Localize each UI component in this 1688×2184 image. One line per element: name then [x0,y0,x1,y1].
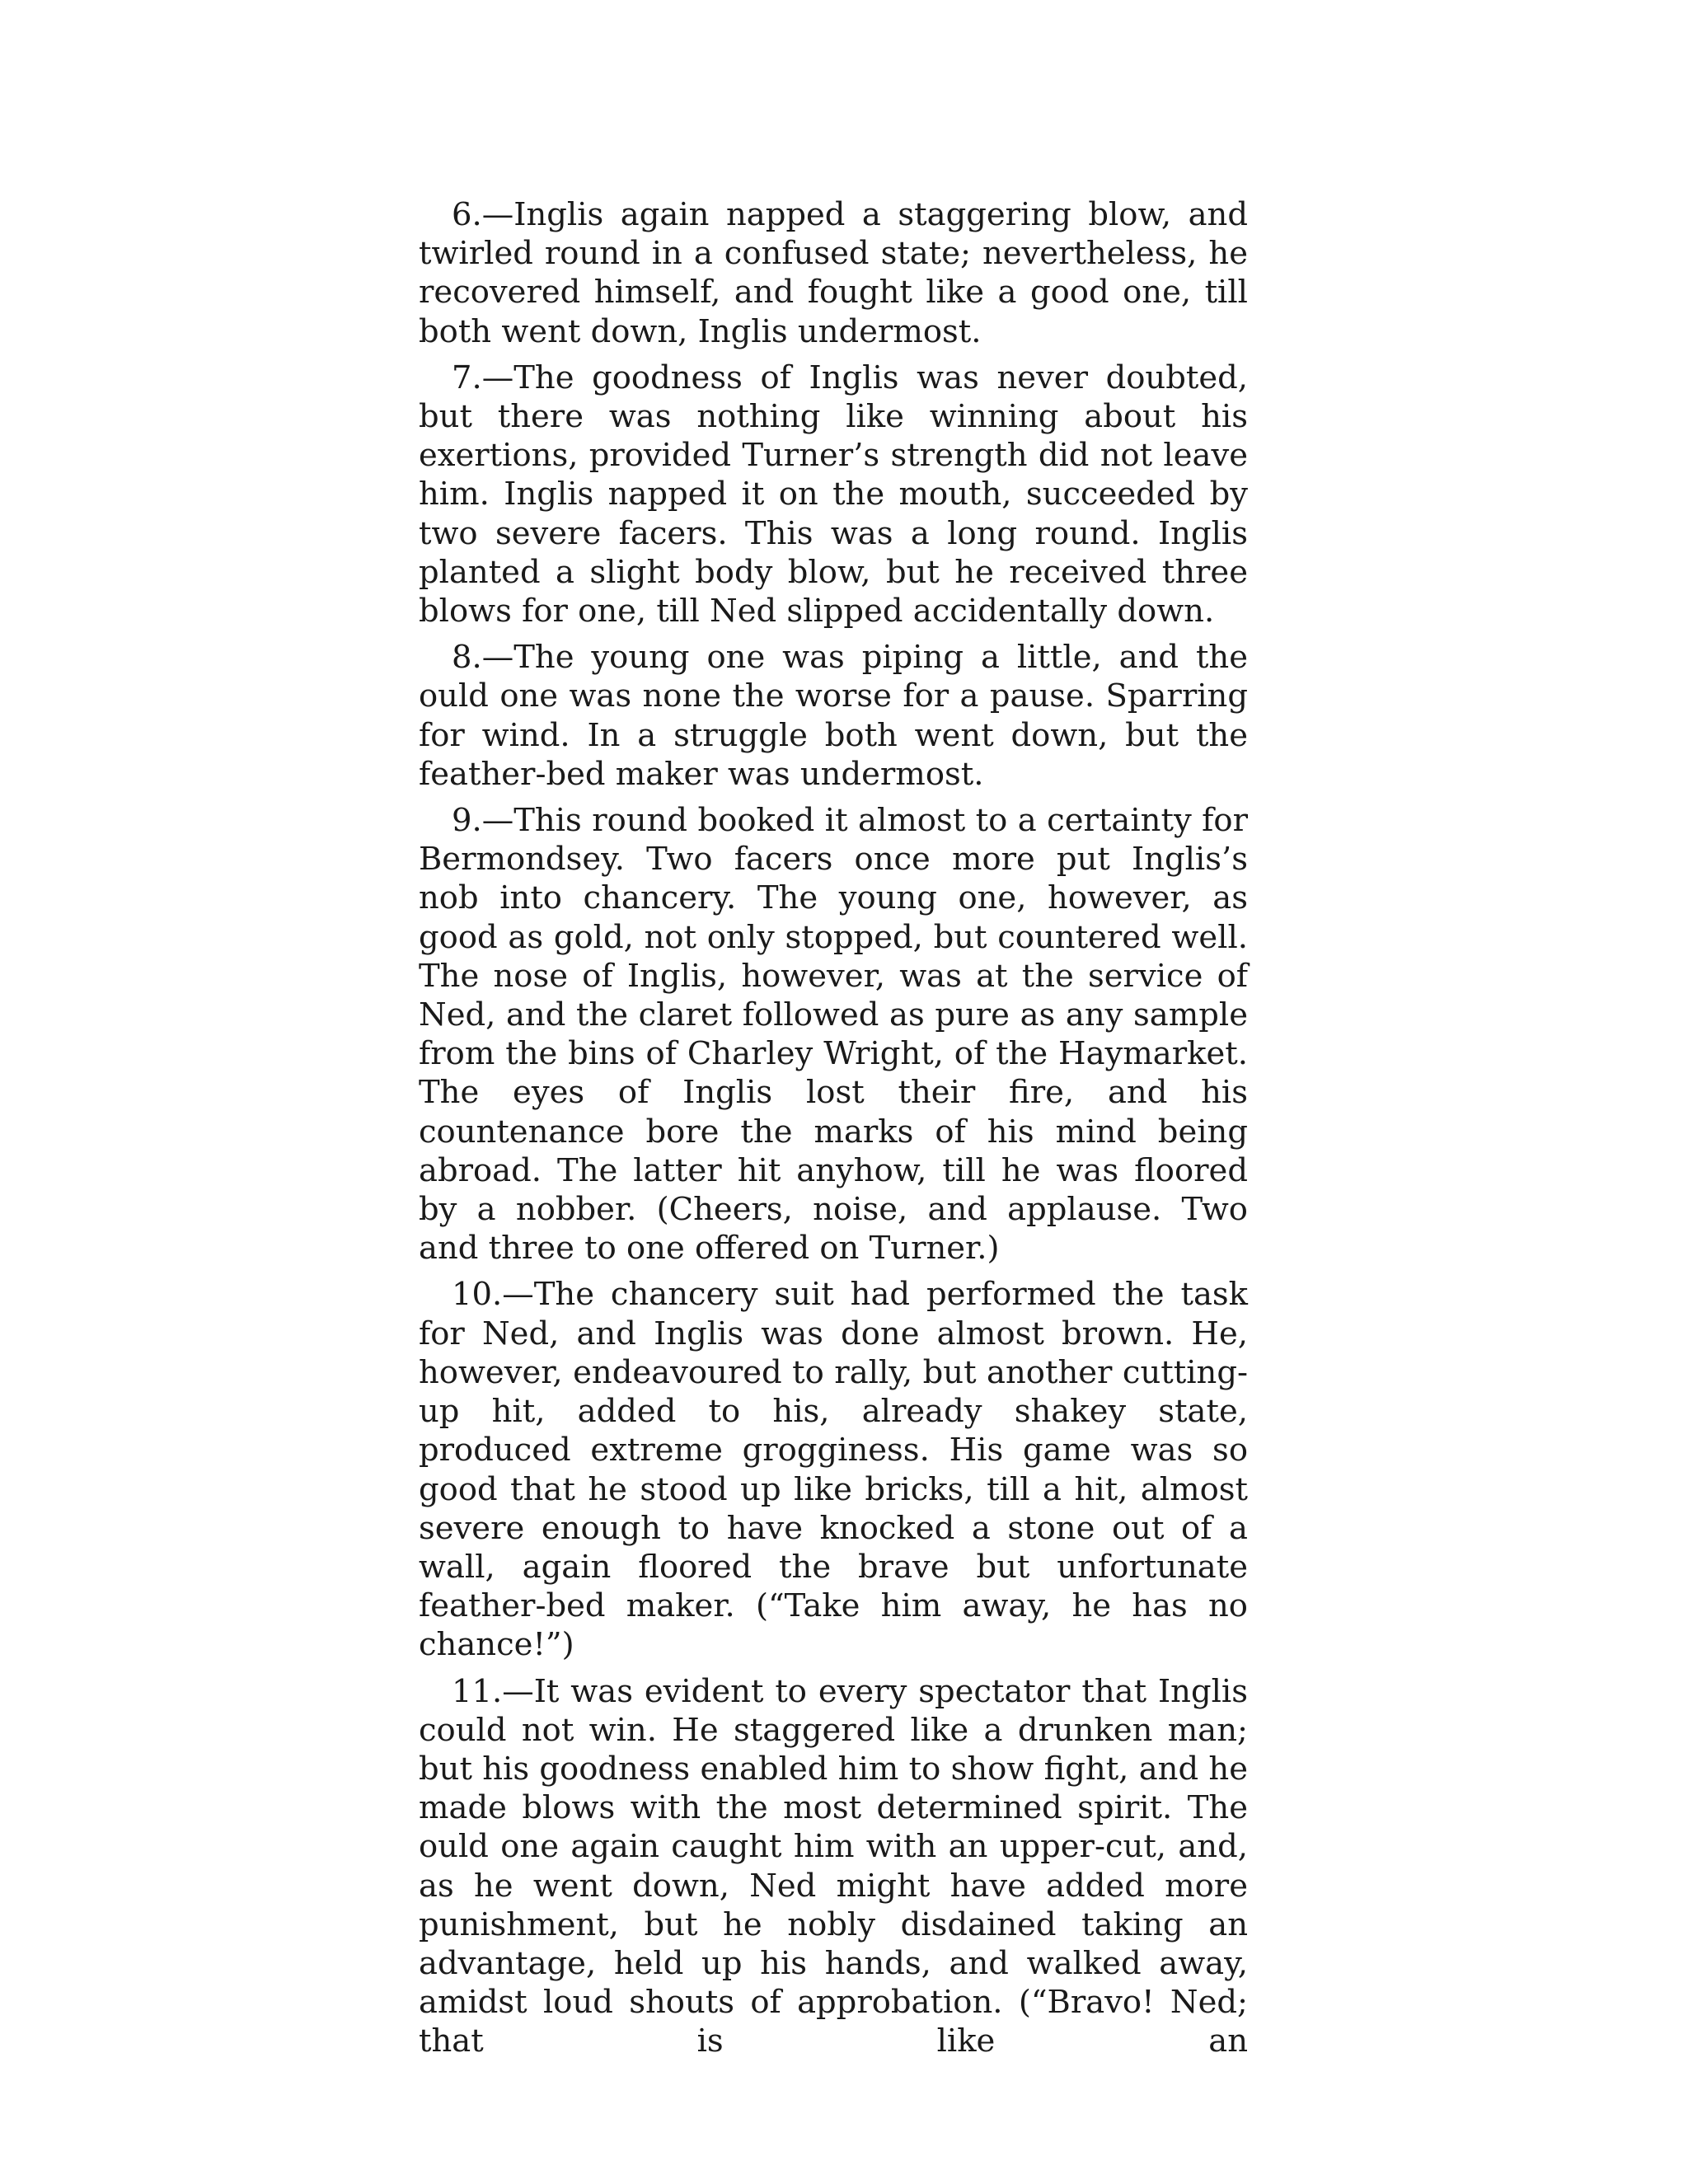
paragraph-round-9: 9.—This round booked it almost to a certainty for Bermondsey. Two facers once more put Inglis’s nob into chancery. The young one, however, as good as gold, not only stopped, but countered well. The nose of Inglis, however, was at the service of Ned, and the claret followed as pure as any sample from the bins of Charley Wright, of the Haymarket. The eyes of Inglis lost their fire, and his countenance bore the marks of his mind being abroad. The latter hit anyhow, till he was floored by a nobber. (Cheers, noise, and applause. Two and three to one offered on Turner.) [419,802,1248,1268]
paragraph-round-11: 11.—It was evident to every spectator that Inglis could not win. He staggered like a drunken man; but his goodness enabled him to show fight, and he made blows with the most determined spirit. The ould one again caught him with an upper-cut, and, as he went down, Ned might have added more punishment, but he nobly disdained taking an advantage, held up his hands, and walked away, amidst loud shouts of approbation. (“Bravo! Ned; that is like an [419,1672,1248,2060]
paragraph-round-8: 8.—The young one was piping a little, and the ould one was none the worse for a pause. Sparring for wind. In a struggle both went down, but the feather-bed maker was undermost. [419,639,1248,793]
paragraph-round-6: 6.—Inglis again napped a staggering blow, and twirled round in a confused state; nevertheless, he recovered himself, and fought like a good one, till both went down, Inglis undermost. [419,196,1248,350]
paragraph-round-10: 10.—The chancery suit had performed the task for Ned, and Inglis was done almost brown. He, however, endeavoured to rally, but another cutting-up hit, added to his, already shakey state, produced extreme grogginess. His game was so good that he stood up like bricks, till a hit, almost severe enough to have knocked a stone out of a wall, again floored the brave but unfortunate feather-bed maker. (“Take him away, he has no chance!”) [419,1276,1248,1664]
body-text [419,195,1248,2069]
paragraph-round-7: 7.—The goodness of Inglis was never doubted, but there was nothing like winning about his exertions, provided Turner’s strength did not leave him. Inglis napped it on the mouth, succeeded by two severe facers. This was a long round. Inglis planted a slight body blow, but he received three blows for one, till Ned slipped accidentally down. [419,359,1248,630]
